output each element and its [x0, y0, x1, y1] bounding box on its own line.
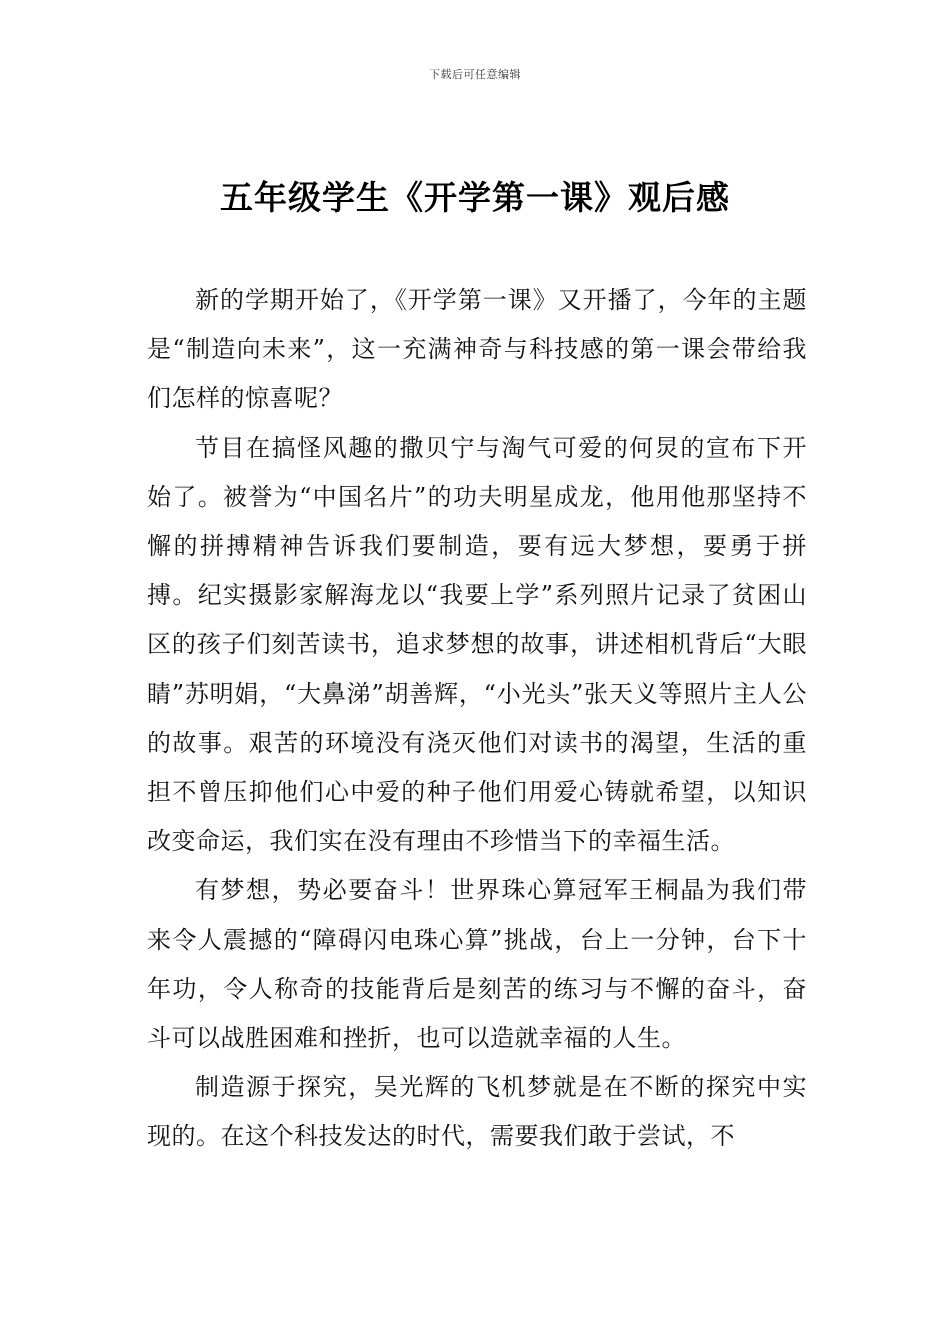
document-body	[147, 276, 807, 1162]
document-title: 五年级学生《开学第一课》观后感	[220, 178, 730, 217]
paragraph: 节目在搞怪风趣的撒贝宁与淘气可爱的何炅的宣布下开始了。被誉为“中国名片”的功夫明星成龙，他用他那坚持不懈的拼搏精神告诉我们要制造，要有远大梦想，要勇于拼搏。纪实摄影家解海龙以“我要上学”系列照片记录了贫困山区的孩子们刻苦读书，追求梦想的故事，讲述相机背后“大眼睛”苏明娟，“大鼻涕”胡善辉，“小光头”张天义等照片主人公的故事。艰苦的环境没有浇灭他们对读书的渴望，生活的重担不曾压抑他们心中爱的种子他们用爱心铸就希望，以知识改变命运，我们实在没有理由不珍惜当下的幸福生活。	[147, 433, 807, 856]
header-note: 下载后可任意编辑	[429, 68, 521, 81]
paragraph: 制造源于探究，吴光辉的飞机梦就是在不断的探究中实现的。在这个科技发达的时代，需要我们敢于尝试，不	[147, 1073, 807, 1151]
paragraph: 有梦想，势必要奋斗！世界珠心算冠军王桐晶为我们带来令人震撼的“障碍闪电珠心算”挑战，台上一分钟，台下十年功，令人称奇的技能背后是刻苦的练习与不懈的奋斗，奋斗可以战胜困难和挫折，也可以造就幸福的人生。	[147, 876, 807, 1053]
paragraph: 新的学期开始了，《开学第一课》又开播了，今年的主题是“制造向未来”，这一充满神奇与科技感的第一课会带给我们怎样的惊喜呢？	[147, 286, 807, 413]
